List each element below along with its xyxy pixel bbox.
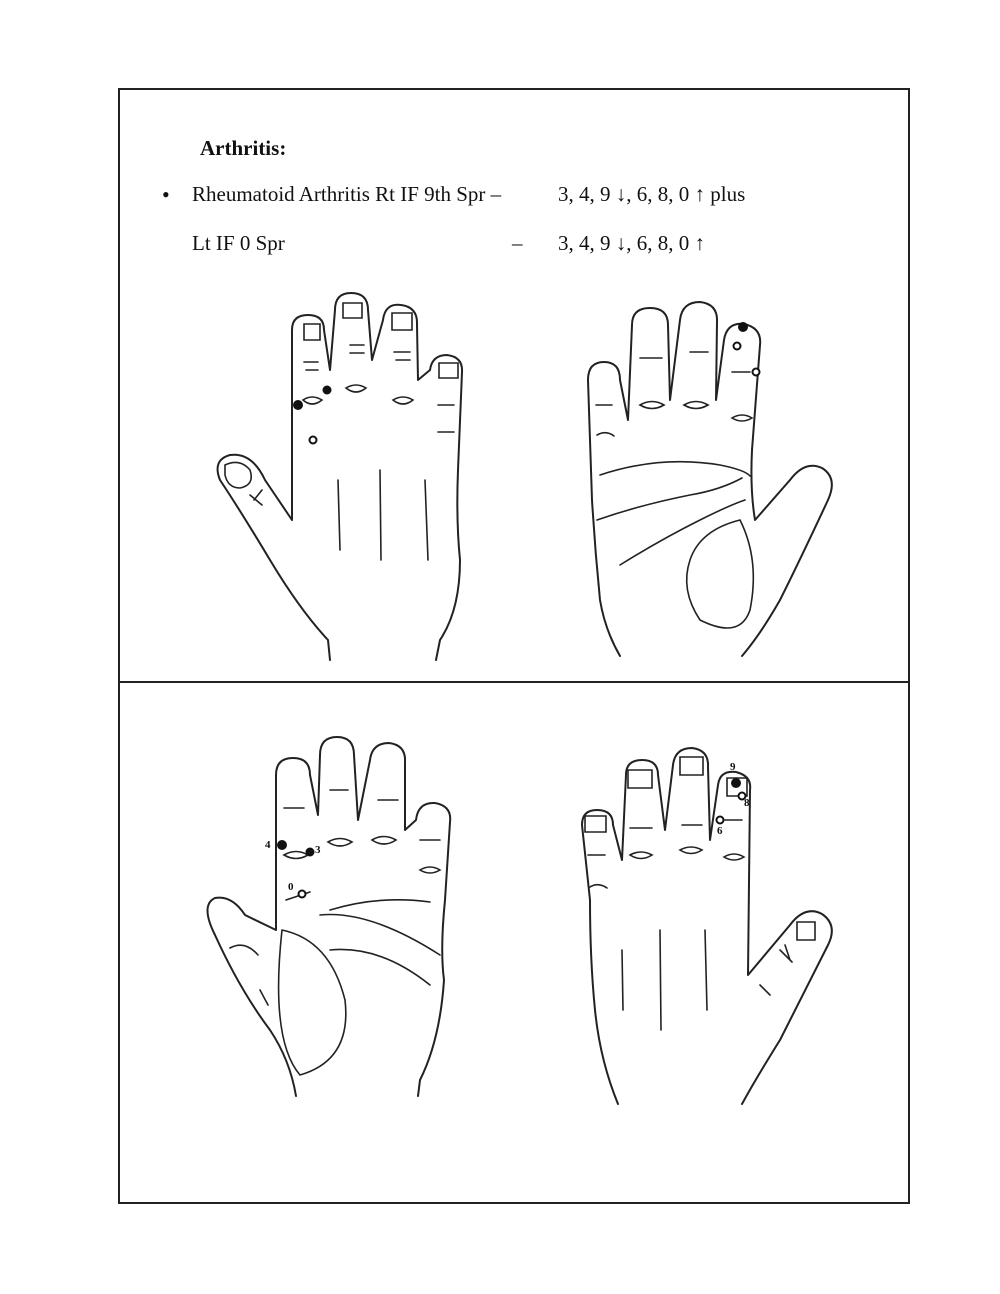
section-title: Arthritis: (200, 136, 287, 160)
point-dot (323, 386, 332, 395)
point-3-dot (306, 848, 315, 857)
point-9-label: 9 (730, 761, 736, 773)
point-dot (738, 322, 748, 332)
bottom-left-hand-palm (208, 737, 451, 1096)
point-6-ring (717, 817, 724, 824)
point-ring (310, 437, 317, 444)
row-2-value: 3, 4, 9 ↓, 6, 8, 0 ↑ (558, 231, 705, 255)
point-ring (753, 369, 760, 376)
point-9-dot (731, 778, 741, 788)
row-1-value: 3, 4, 9 ↓, 6, 8, 0 ↑ plus (558, 182, 746, 206)
row-2-dash: – (512, 231, 523, 255)
row-2-label: Lt IF 0 Spr (192, 231, 285, 255)
point-8-label: 8 (744, 797, 750, 809)
point-0-label: 0 (288, 881, 294, 893)
point-0-ring (299, 891, 306, 898)
point-ring (734, 343, 741, 350)
point-3-label: 3 (315, 844, 321, 856)
point-4-label: 4 (265, 839, 271, 851)
top-right-hand-palm (588, 302, 832, 656)
top-left-hand-back (218, 293, 463, 660)
bullet-marker: • (162, 182, 170, 207)
row-1-label: Rheumatoid Arthritis Rt IF 9th Spr – (192, 182, 502, 206)
point-6-label: 6 (717, 825, 723, 837)
point-dot (293, 400, 303, 410)
bottom-right-hand-back (582, 748, 832, 1104)
point-4-dot (277, 840, 287, 850)
